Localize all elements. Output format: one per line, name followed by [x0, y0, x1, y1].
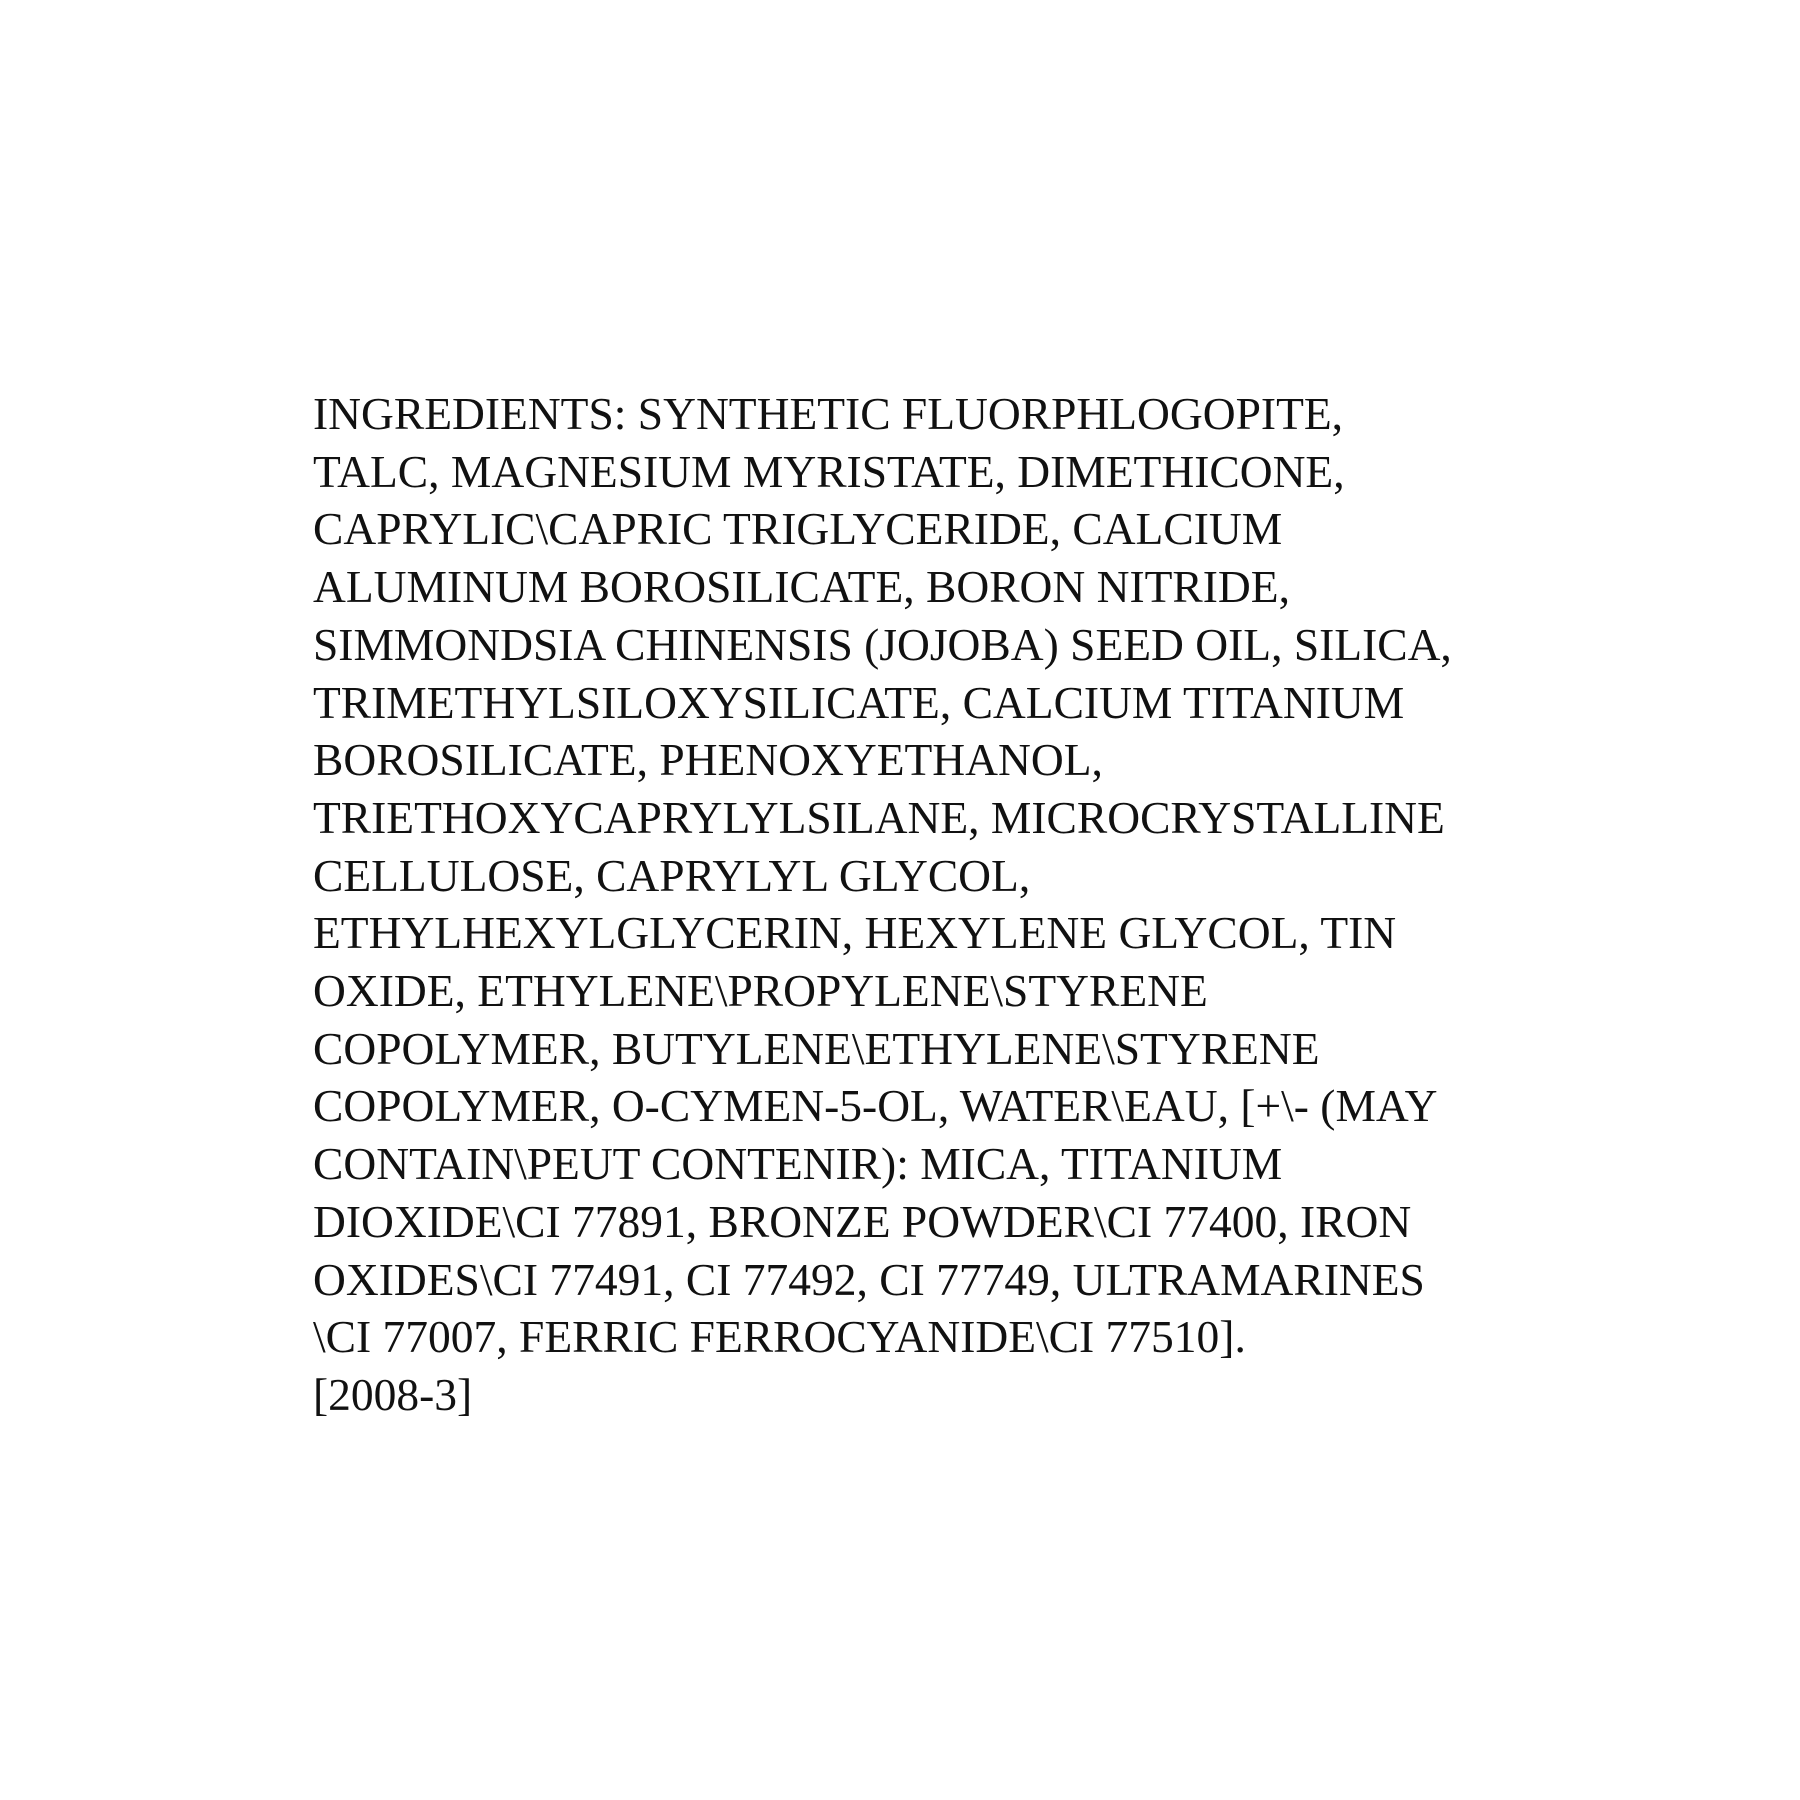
ingredients-line: CELLULOSE, CAPRYLYL GLYCOL,	[313, 849, 1031, 901]
ingredients-line: CONTAIN\PEUT CONTENIR): MICA, TITANIUM	[313, 1138, 1283, 1190]
ingredients-line: ALUMINUM BOROSILICATE, BORON NITRIDE,	[313, 561, 1290, 613]
ingredients-text-block	[313, 385, 1613, 1424]
ingredients-line: ETHYLHEXYLGLYCERIN, HEXYLENE GLYCOL, TIN	[313, 907, 1397, 959]
ingredients-line: TRIMETHYLSILOXYSILICATE, CALCIUM TITANIUM	[313, 676, 1405, 728]
ingredients-line: COPOLYMER, BUTYLENE\ETHYLENE\STYRENE	[313, 1022, 1320, 1074]
version-code: [2008-3]	[313, 1368, 473, 1420]
ingredients-line: OXIDE, ETHYLENE\PROPYLENE\STYRENE	[313, 965, 1208, 1017]
ingredients-line: TRIETHOXYCAPRYLYLSILANE, MICROCRYSTALLINE	[313, 791, 1445, 843]
ingredients-line: TALC, MAGNESIUM MYRISTATE, DIMETHICONE,	[313, 445, 1345, 497]
ingredients-line: INGREDIENTS: SYNTHETIC FLUORPHLOGOPITE,	[313, 388, 1344, 439]
ingredients-line: CAPRYLIC\CAPRIC TRIGLYCERIDE, CALCIUM	[313, 503, 1283, 555]
ingredients-line: BOROSILICATE, PHENOXYETHANOL,	[313, 734, 1103, 786]
ingredients-line: SIMMONDSIA CHINENSIS (JOJOBA) SEED OIL, SILICA,	[313, 618, 1452, 670]
ingredients-line: COPOLYMER, O-CYMEN-5-OL, WATER\EAU, [+\- (MAY	[313, 1080, 1438, 1132]
ingredients-line: OXIDES\CI 77491, CI 77492, CI 77749, ULTRAMARINES	[313, 1253, 1425, 1305]
ingredients-line: DIOXIDE\CI 77891, BRONZE POWDER\CI 77400, IRON	[313, 1195, 1412, 1247]
ingredients-line: \CI 77007, FERRIC FERROCYANIDE\CI 77510].	[313, 1311, 1246, 1363]
